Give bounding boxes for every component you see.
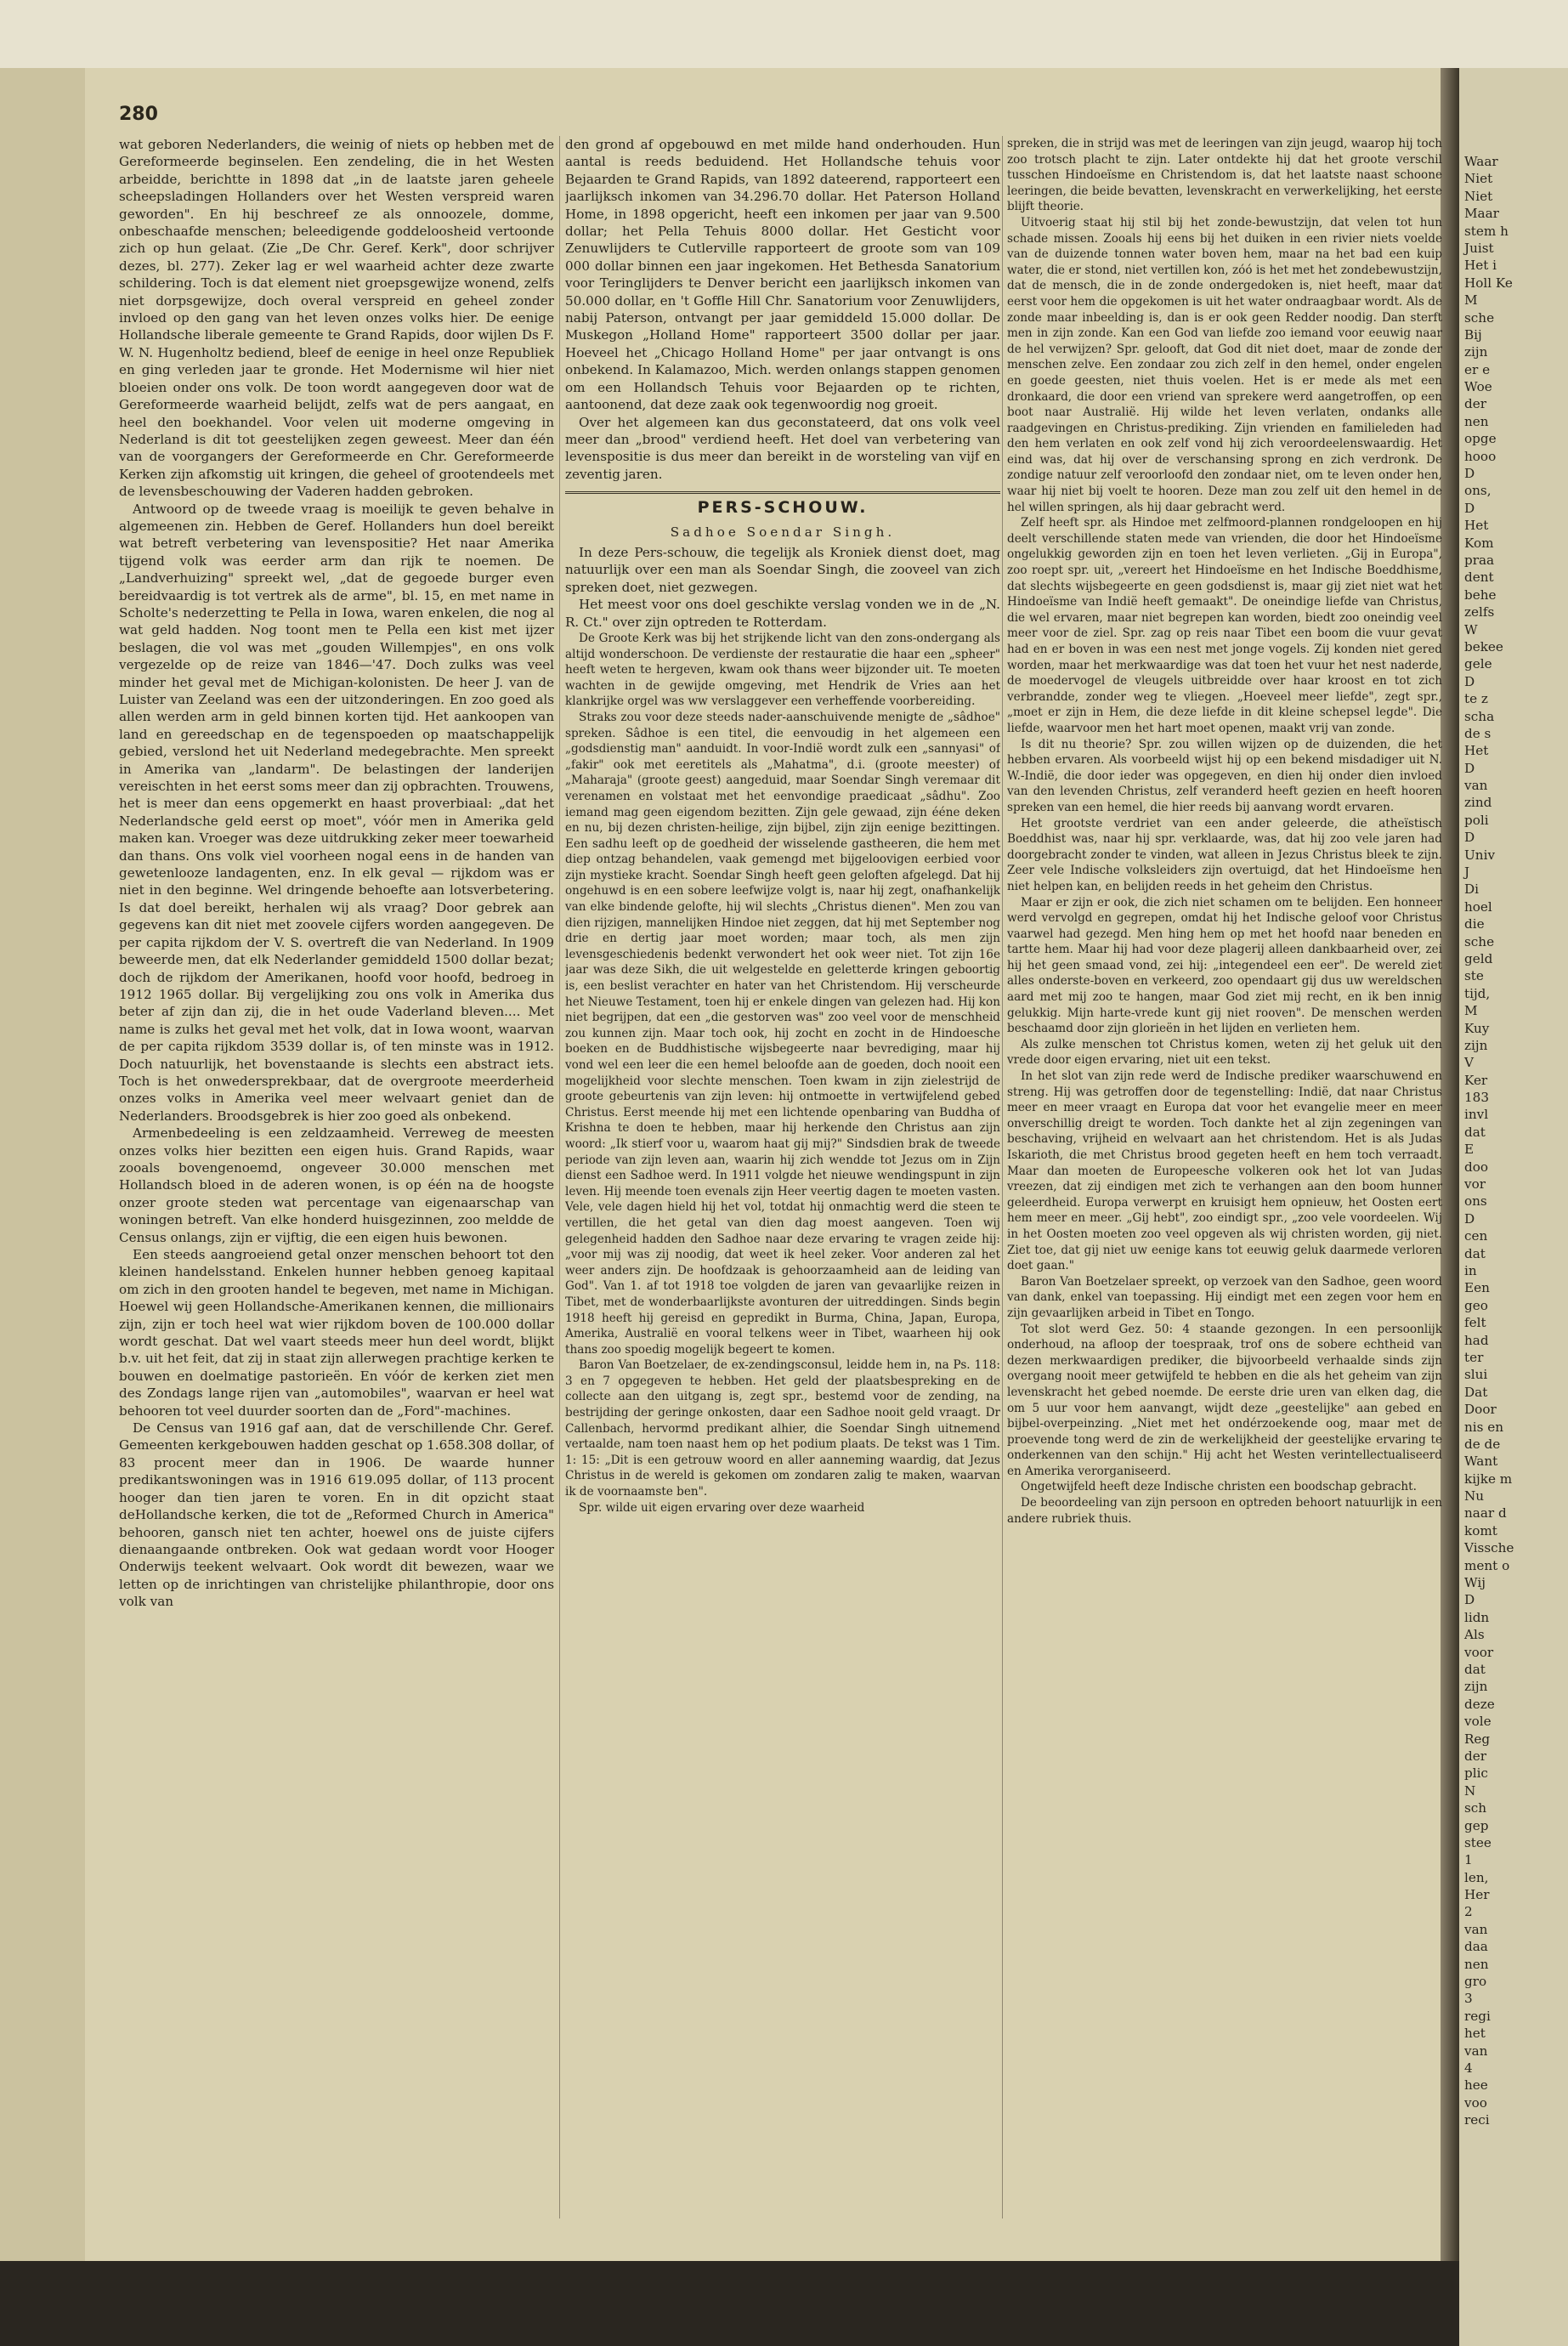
fragment-line: in xyxy=(1464,1263,1477,1278)
paragraph: De beoordeeling van zijn persoon en optreden behoort natuurlijk in een andere rubriek thuis. xyxy=(1007,1496,1442,1526)
fragment-line: D xyxy=(1464,760,1475,776)
fragment-line: komt xyxy=(1464,1522,1497,1538)
fragment-line: hooo xyxy=(1464,448,1497,464)
fragment-line: de s xyxy=(1464,725,1492,741)
paragraph: wat geboren Nederlanders, die weinig of niets op hebben met de Gereformeerde beginselen. Een zendeling, die in het Westen arbeidde, berichtte in 1898 dat „in de laatste jaren geheele scheepsladingen Hollanders over het Westen verspreid waren geworden". En hij beschreef ze als onnoozele, domme, onbeschaafde menschen; beleedigende goddeloosheid vertoonde zich op hun gelaat. (Zie „De Chr. Geref. Kerk", door schrijver dezes, bl. 277). Zeker lag er wel waarheid achter deze zwarte schildering. Toch is dat element niet groepsgewijze wonend, zelfs niet dorpsgewijze, doch overal verspreid en geheel zonder invloed op den gang van het leven onzes volks hier. De eenige Hollandsche liberale gemeente te Grand Rapids, door wijlen Ds F. W. N. Hugenholtz bediend, bleef de eenige in heel onze Republiek en ging verleden jaar te gronde. Het Modernisme wil hier niet bloeien onder ons volk. De toon wordt aangegeven door wat de Gereformeerde waarheid belijdt, zelfs wat de pers aangaat, en heel den boekhandel. Voor velen uit moderne omgeving in Nederland is dit tot geestelijken zegen geweest. Meer dan één van de voorgangers der Gereformeerde en Chr. Gereformeerde Kerken zijn afkomstig uit kringen, die geheel of grootendeels met de levensbeschouwing der Vaderen hadden gebroken. xyxy=(119,137,554,500)
fragment-line: reci xyxy=(1464,2112,1490,2128)
paragraph: In deze Pers-schouw, die tegelijk als Kroniek dienst doet, mag natuurlijk over een man als Soendar Singh, die zooveel van zich spreken doet, niet gezwegen. xyxy=(565,544,1000,595)
fragment-line: Niet xyxy=(1464,188,1493,204)
fragment-line: W xyxy=(1464,621,1478,638)
fragment-line: die xyxy=(1464,916,1485,932)
fragment-line: tijd, xyxy=(1464,985,1491,1001)
fragment-line: Een xyxy=(1464,1280,1490,1296)
quoted-paragraph: Spr. wilde uit eigen ervaring over deze waarheid xyxy=(579,1500,865,1515)
fragment-line: ste xyxy=(1464,968,1484,984)
fragment-line: der xyxy=(1464,1748,1486,1764)
fragment-line: er e xyxy=(1464,361,1491,377)
fragment-line: het xyxy=(1464,2026,1486,2042)
fragment-line: 1 xyxy=(1464,1852,1473,1868)
fragment-line: Kuy xyxy=(1464,1020,1490,1036)
fragment-line: N xyxy=(1464,1782,1476,1799)
fragment-line: scha xyxy=(1464,708,1495,724)
paragraph: Ongetwijfeld heeft deze Indische christen een boodschap gebracht. xyxy=(1021,1480,1417,1494)
fragment-line: 183 xyxy=(1464,1090,1489,1106)
fragment-line: Wij xyxy=(1464,1575,1486,1591)
fragment-line: 4 xyxy=(1464,2060,1473,2076)
fragment-line: sch xyxy=(1464,1800,1487,1816)
fragment-line: Univ xyxy=(1464,847,1496,863)
fragment-line: D xyxy=(1464,466,1475,482)
fragment-line: Niet xyxy=(1464,171,1493,187)
paragraph: Antwoord op de tweede vraag is moeilijk te geven behalve in algemeenen zin. Hebben de Geref. Hollanders hun doel bereikt wat betreft verbetering van levenspositie? Het naar Amerika tijgend volk was eerder arm dan rijk te noemen. De „Landverhuizing" spreekt wel, „dat de gegoede burger even bereidvaardig is tot vertrek als de arme", bl. 15, en met name in Scholte's nederzetting te Pella in Iowa, waren enkelen, die nog al wat geld hadden. Nog toont men te Pella een kist met ijzer beslagen, die vol was met „gouden Willempjes", en ons volk vergezelde op de reize van 1846—'47. Doch zulks was veel minder het geval met de Michigan-kolonisten. De heer J. van de Luister van Zeeland was een der uitzonderingen. En zoo goed als allen werden arm in geld binnen korten tijd. Het aankoopen van land en gereedschap en de tegenspoeden op maatschappelijk gebied, verslond het uit Nederland medegebrachte. Men spreekt in Amerika van „landarm". De belastingen der landerijen vereischten in het eerst soms meer dan zij opbrachten. Trouwens, het is meer dan eens opgemerkt en haast proverbiaal: „dat het Nederlandsche geld eerst op moet", vóór men in Amerika geld maken kan. Vroeger was deze uitdrukking zeker meer toewarheid dan thans. Ons volk viel voorheen nogal eens in de handen van gewetenlooze landagenten, enz. In elk geval — rijkdom was er niet in den beginne. Wel dringende behoefte aan lotsverbetering. Is dat doel bereikt, herhalen wij als vraag? Door gebrek aan gegevens kan dit niet met zoovele cijfers worden aangegeven. De per capita rijkdom der V. S. overtreft die van Nederland. In 1909 beweerde men, dat elk Nederlander gemiddeld 1500 dollar bezat; doch de rijkdom der Amerikanen, hoofd voor hoofd, bedroeg in 1912 1965 dollar. Bij vergelijking zou ons volk in Amerika dus beter af zijn dan zij, die in het oude Vaderland bleven.... Met name is zulks het geval met het volk, dat in Iowa woont, waarvan de per capita rijkdom 3539 dollar is, of ten minste was in 1912. Doch natuurlijk, het bovenstaande is slechts een abstract iets. Toch is het onwedersprekbaar, dat de overgroote meerderheid onzes volks in Amerika veel meer welvaart geniet dan de Nederlanders. Broodsgebrek is hier zoo goed als onbekend. xyxy=(119,501,554,1124)
fragment-line: Het xyxy=(1464,743,1489,759)
fragment-line: te z xyxy=(1464,691,1488,707)
fragment-line: zijn xyxy=(1464,1037,1488,1053)
fragment-line: Het i xyxy=(1464,258,1497,274)
fragment-line: cen xyxy=(1464,1228,1488,1244)
fragment-line: dat xyxy=(1464,1124,1486,1140)
fragment-line: stem h xyxy=(1464,223,1509,239)
fragment-line: Holl Ke xyxy=(1464,275,1513,291)
quoted-paragraph: De Groote Kerk was bij het strijkende licht van den zons-ondergang als altijd wonderschoon. De verdienste der restauratie die haar een „spheer" heeft weten te hergeven, kwam ook thans weer bijzonder uit. Te moeten wachten in de gewijde omgeving, met Hendrik de Vries aan het klankrijke orgel was ww verslaggever een verheffende voorbereiding. xyxy=(565,631,1000,709)
fragment-line: Als xyxy=(1464,1627,1485,1643)
paragraph: Het grootste verdriet van een ander geleerde, die atheïstisch Boeddhist was, naar hij spr. verklaarde, was, dat hij zoo vele jaren had doorgebracht zonder te vinden, wat alleen in Jezus Christus bleek te zijn. Zeer vele Indische volksleiders zijn overtuigd, dat het Hindoeïsme hen niet helpen kan, en belijden reeds in het geheim den Christus. xyxy=(1007,816,1442,893)
paragraph: Het meest voor ons doel geschikte verslag vonden we in de „N. R. Ct." over zijn optreden te Rotterdam. xyxy=(565,597,1000,630)
fragment-line: Waar xyxy=(1464,154,1498,169)
fragment-line: praa xyxy=(1464,552,1495,568)
adjacent-page-edge xyxy=(1459,68,1568,2346)
fragment-line: Vissche xyxy=(1464,1540,1514,1556)
fragment-line: nen xyxy=(1464,1956,1489,1972)
fragment-line: voor xyxy=(1464,1644,1494,1660)
fragment-line: doo xyxy=(1464,1159,1489,1175)
fragment-line: lidn xyxy=(1464,1609,1490,1625)
fragment-line: Nu xyxy=(1464,1488,1485,1504)
quoted-paragraph: Straks zou voor deze steeds nader-aanschuivende menigte de „sâdhoe" spreken. Sâdhoe is een titel, die eenvoudig in het algemeen een „godsdienstig man" aanduidt. In voor-Indië wordt zulk een „sannyasi" of „fakir" ook met eeretitels als „Mahatma", d.i. (groote meester) of „Maharaja" (groote geest) aangeduid, maar Soendar Singh veremaar dit verenamen en volstaat met het eenvondige praedicaat „sâdhu". Zoo iemand mag geen eigendom bezitten. Zijn gele gewaad, zijn ééne deken en nu, bij dezen christen-heilige, zijn bijbel, zijn zijn eenige bezittingen. Een sadhu leeft op de goedheid der wisselende gastheeren, die hem met diep ontzag behandelen, vaak gemengd met bijgeloovigen eerbied voor zijn mystieke kracht. Soendar Singh heeft geen geloften afgelegd. Dat hij ongehuwd is en een sobere leefwijze volgt is, naar hij zegt, onafhankelijk van elke bindende gelofte, hij wil slechts „Christus dienen". Men zou van dien rijzigen, mannelijken Hindoe niet zeggen, dat hij met September nog drie en dertig jaar moet worden; maar toch, als men zijn levensgeschiedenis bedenkt verwondert het ook weer niet. Tot zijn 16e jaar was deze Sikh, die uit welgestelde en geletterde kringen geboortig is, een beslist verachter en hater van het Christendom. Hij verscheurde het Nieuwe Testament, toen hij er enkele dingen van gelezen had. Hij kon niet begrijpen, dat een „die gestorven was" zoo veel voor de menschheid zou kunnen zijn. Maar toch ook, hij zocht en zocht in de Hindoesche boeken en de Buddhistische wijsbegeerte naar bevrediging, maar hij vond wel een leer die een hemel beloofde aan de goeden, doch nooit een mogelijkheid voor slechte menschen. Toen kwam in zijn zielestrijd de groote gebeurtenis van zijn leven: hij ontmoette in vertwijfelend gebed Christus. Eerst meende hij met een lichtende openbaring van Buddha of Krishna te doen te hebben, maar hij herkende den Christus aan zijn woord: „Ik stierf voor u, waarom haat gij mij?" Sindsdien brak de tweede periode van zijn leven aan, waarin hij zich wendde tot Jezus om in Zijn dienst een Sadhoe werd. In 1911 volgde het nieuwe wendingspunt in zijn leven. Hij meende toen evenals zijn Heer veertig dagen te moeten vasten. Vele, vele dagen hield hij het vol, totdat hij onmachtig werd die steen te vertillen, die het getal van dien dag moest aangeven. Toen wij gelegenheid hadden den Sadhoe naar deze ervaring te vragen zeide hij: „voor mij was zij noodig, dat weet ik heel zeker. Voor anderen zal het weer anders zijn. De hoofdzaak is gehoorzaamheid aan de leiding van God". Van 1. af tot 1918 toe volgden de jaren van gevaarlijke reizen in Tibet, met de wonderbaarlijkste avonturen der uitreddingen. Sinds begin 1918 heeft hij gereisd en gepredikt in Burma, China, Japan, Europa, Amerika, Australië en vooral telkens weer in Tibet, waarheen hij ook thans zoo spoedig mogelijk begeert te komen. xyxy=(565,710,1000,1357)
fragment-line: gele xyxy=(1464,656,1492,672)
paragraph: Uitvoerig staat hij stil bij het zonde-bewustzijn, dat velen tot hun schade missen. Zooals hij eens bij het duiken in een rivier niets voelde van de duizende tonnen water boven hem, maar na het bad een kuip water, die er stond, niet vertillen kon, zóó is het met het zondebewustzijn, dat de mensch, die in de zonde ondergedoken is, niet heeft, maar dat eerst voor hem die opgekomen is uit het water ondraagbaar wordt. Als de zonde maar inbeelding is, dan is er ook geen Redder noodig. Dan sterft men in zijn zonde. Kan een God van liefde zoo iemand voor eeuwig naar de hel verwijzen? Spr. gelooft, dat God dit niet doet, maar de zonde der menschen zelve. Een zondaar zou zich zelf in den hemel, onder engelen en goede geesten, niet thuis voelen. Het is er mede als met een dronkaard, die door een vriend van sprekere werd aangetroffen, op een boot naar Australië. Hij wilde het leven verlaten, ondanks alle raadgevingen en Christus-prediking. Zijn vrienden en familieleden had den hem verlaten en ook zelf vond hij zich veroordeelenswaardig. Het eind was, dat hij over de verschansing sprong en zich verdronk. De zondige natuur zelf veroorloofd den zondaar niet, om te leven onder hen, waar hij niet bij voelt te hooren. Deze man zou zelf uit den hemel in de hel willen springen, als hij daar gebracht werd. xyxy=(1007,215,1442,514)
fragment-line: plic xyxy=(1464,1765,1488,1782)
fragment-line: V xyxy=(1464,1055,1474,1071)
fragment-line: Reg xyxy=(1464,1731,1491,1747)
fragment-line: zijn xyxy=(1464,1679,1488,1695)
fragment-line: Ker xyxy=(1464,1072,1488,1088)
column-rule xyxy=(1002,136,1003,2218)
fragment-line: nen xyxy=(1464,413,1489,429)
fragment-line: regi xyxy=(1464,2008,1491,2024)
fragment-line: van xyxy=(1464,778,1488,794)
fragment-line: gro xyxy=(1464,1974,1487,1990)
paragraph: Tot slot werd Gez. 50: 4 staande gezongen. In een persoonlijk onderhoud, na afloop der toespraak, trof ons de sobere echtheid van dezen merkwaardigen prediker, die bijvoorbeeld verhaalde sinds zijn overgang nooit meer getwijfeld te hebben en die als het geheim van zijn levenskracht het gebed noemde. De eerste drie uren van elken dag, die om 5 uur voor hem aanvangt, wijdt deze „geestelijke" aan gebed en bijbel-overpeinzing. „Niet met het ondérzoekende oog, maar met de proevende tong werd de zin de werkelijkheid der geestelijke ervaring te onderkennen van den schijn." Hij acht het Westen verintellectualiseerd en Amerika verorganiseerd. xyxy=(1007,1322,1442,1478)
fragment-line: poli xyxy=(1464,812,1489,828)
fragment-line: ons, xyxy=(1464,483,1492,499)
fragment-line: zind xyxy=(1464,795,1492,811)
paragraph: In het slot van zijn rede werd de Indische prediker waarschuwend en streng. Hij was getroffen door de tegenstelling: Indië, dat naar Christus meer en meer vraagt en Europa dat voor het evangelie meer en meer onverschillig dreigt te worden. Toch dankte het al zijn zegeningen van beschaving, vrijheid en welvaart aan het christendom. Het is als Judas Iskarioth, die met Christus brood gegeten heeft en hem toch verraadt. Maar dan moeten de Europeesche volkeren ook het lot van Judas vreezen, dat zij eindigen met zich te verhangen aan den boom hunner geleerdheid. Europa verwerpt en kruisigt hem opnieuw, het Oosten eert hem meer en meer. „Gij hebt", zoo eindigt spr., „zoo vele voordeelen. Wij in het Oosten moeten zoo veel opgeven als wij christen worden, gij niet. Ziet toe, dat gij niet uw eenige kans tot eeuwig geluk daarmede verloren doet gaan." xyxy=(1007,1069,1442,1273)
fragment-line: van xyxy=(1464,1921,1488,1937)
fragment-line: daa xyxy=(1464,1939,1488,1955)
paragraph: Armenbedeeling is een zeldzaamheid. Verreweg de meesten onzes volks hier bezitten een eigen huis. Grand Rapids, waar zooals bovengenoemd, ongeveer 30.000 menschen met Hollandsch bloed in de aderen wonen, is op één na de hoogste onzer groote steden wat percentage van eigenaarschap van woningen betreft. Van elke honderd huisgezinnen, zoo meldde de Census onlangs, zijn er vijftig, die een eigen huis bewonen. xyxy=(119,1125,554,1245)
fragment-line: len, xyxy=(1464,1869,1489,1885)
fragment-line: naar d xyxy=(1464,1505,1507,1522)
fragment-line: invl xyxy=(1464,1107,1489,1123)
fragment-line: Her xyxy=(1464,1887,1490,1903)
article-column-2 xyxy=(565,136,1000,2227)
fragment-line: ment o xyxy=(1464,1557,1510,1573)
fragment-line: Dat xyxy=(1464,1384,1488,1400)
fragment-line: 2 xyxy=(1464,1904,1473,1920)
fragment-line: van xyxy=(1464,2043,1488,2059)
fragment-line: geo xyxy=(1464,1297,1488,1313)
fragment-line: ons xyxy=(1464,1193,1487,1210)
column-rule xyxy=(559,136,560,2218)
paragraph: Een steeds aangroeiend getal onzer menschen behoort tot den kleinen handelsstand. Enkelen hunner hebben genoeg kapitaal om zich in den grooten handel te begeven, met name in Michigan. Hoewel wij geen Hollandsche-Amerikanen kennen, die millionairs zijn, zijn er toch heel wat wier rijkdom boven de 100.000 dollar wordt geschat. Dat wel vaart steeds meer hun deel wordt, blijkt b.v. uit het feit, dat zij in staat zijn allerwegen prachtige kerken te bouwen en doelmatige pastorieën. En vóór de kerken ziet men des Zondags lange rijen van „automobiles", waarvan er heel wat behooren tot veel duurder soorten dan de „Ford"-machines. xyxy=(119,1247,554,1419)
fragment-line: slui xyxy=(1464,1367,1488,1383)
fragment-line: zijn xyxy=(1464,344,1488,360)
fragment-line: geld xyxy=(1464,950,1493,966)
fragment-line: Maar xyxy=(1464,206,1499,222)
fragment-line: Di xyxy=(1464,881,1480,898)
fragment-line: J xyxy=(1464,864,1470,881)
fragment-line: Woe xyxy=(1464,379,1492,395)
fragment-line: behe xyxy=(1464,586,1497,603)
paragraph: den grond af opgebouwd en met milde hand onderhouden. Hun aantal is reeds beduidend. Het Hollandsche tehuis voor Bejaarden te Grand Rapids, van 1892 dateerend, rapporteert een jaarlijksch inkomen van 34.296.70 dollar. Het Paterson Holland Home, in 1898 opgericht, heeft een inkomen per jaar van 9.500 dollar; het Pella Tehuis 8000 dollar. Het Gesticht voor Zenuwlijders te Cutlerville rapporteert de groote som van 109 000 dollar binnen een jaar ingekomen. Het Bethesda Sanatorium voor Teringlijders te Denver bericht een jaarlijksch inkomen van 50.000 dollar, en 't Goffle Hill Chr. Sanatorium voor Zenuwlijders, nabij Paterson, ontvangt per jaar gemiddeld 15.000 dollar. De Muskegon „Holland Home" rapporteert 3500 dollar per jaar. Hoeveel het „Chicago Holland Home" per jaar ontvangt is ons onbekend. In Kalamazoo, Mich. werden onlangs stappen genomen om een Hollandsch Tehuis voor Bejaarden op te richten, aantoonend, dat deze zaak ook tegenwoordig nog groeit. xyxy=(565,137,1000,413)
fragment-line: Kom xyxy=(1464,535,1494,551)
fragment-line: dat xyxy=(1464,1245,1486,1261)
fragment-line: 3 xyxy=(1464,1991,1473,2007)
fragment-line: Want xyxy=(1464,1454,1498,1470)
paragraph: Over het algemeen kan dus geconstateerd, dat ons volk veel meer dan „brood" verdiend heeft. Het doel van verbetering van levenspositie is dus meer dan bereikt in de worsteling van vijf en zeventig jaren. xyxy=(565,414,1000,482)
page-gutter xyxy=(1441,68,1459,2261)
left-margin xyxy=(0,68,85,2261)
fragment-line: M xyxy=(1464,1003,1478,1019)
paragraph: Is dit nu theorie? Spr. zou willen wijzen op de duizenden, die het hebben ervaren. Als voorbeeld wijst hij op een bekend misdadiger uit N. W.-Indië, die door ieder was opgegeven, en dien hij onder dien invloed van den levenden Christus, zelf veranderd heeft gezien en heeft hooren spreken van een hemel, die hier reeds bij aanvang wordt ervaren. xyxy=(1007,737,1442,814)
fragment-line: zelfs xyxy=(1464,604,1495,620)
fragment-line: sche xyxy=(1464,933,1495,949)
fragment-line: Het xyxy=(1464,518,1489,534)
fragment-line: D xyxy=(1464,1592,1475,1608)
fragment-line: bekee xyxy=(1464,638,1503,654)
fragment-line: nis en xyxy=(1464,1419,1504,1435)
fragment-line: felt xyxy=(1464,1315,1486,1331)
paragraph: Baron Van Boetzelaer spreekt, op verzoek van den Sadhoe, geen woord van dank, enkel van toepassing. Hij eindigt met een zegen voor hem en zijn gevaarlijken arbeid in Tibet en Tongo. xyxy=(1007,1274,1442,1320)
fragment-line: dat xyxy=(1464,1661,1486,1677)
quoted-paragraph: Baron Van Boetzelaer, de ex-zendingsconsul, leidde hem in, na Ps. 118: 3 en 7 opgegeven te hebben. Het geld der plaatsbespreking en de collecte aan den uitgang is, zegt spr., bestemd voor de zending, na bestrijding der geringe onkosten, daar een Sadhoe nooit geld vraagt. Dr Callenbach, hervormd predikant alhier, die Soendar Singh uitnemend vertaalde, nam toen naast hem op het podium plaats. De tekst was 1 Tim. 1: 15: „Dit is een getrouw woord en aller aanneming waardig, dat Jezus Christus in de wereld is gekomen om zondaren zalig te maken, waarvan ik de voornaamste ben". xyxy=(565,1358,1000,1499)
fragment-line: vor xyxy=(1464,1176,1486,1193)
fragment-line: D xyxy=(1464,830,1475,846)
section-title: PERS-SCHOUW. xyxy=(697,498,869,518)
fragment-line: deze xyxy=(1464,1696,1495,1712)
paragraph: De Census van 1916 gaf aan, dat de verschillende Chr. Geref. Gemeenten kerkgebouwen hadden geschat op 1.658.308 dollar, of 83 procent meer dan in 1906. De waarde hunner predikantswoningen was in 1916 619.095 dollar, of 113 procent hooger dan tien jaren te voren. En in dit opzicht staat deHollandsche kerken, die tot de „Reformed Church in America" behooren, gansch niet ten achter, hoewel ons de juiste cijfers dienaangaande ontbreken. Ook wat gedaan wordt voor Hooger Onderwijs teekent welvaart. Ook wordt dit bewezen, waar we letten op de inrichtingen van christelijke philanthropie, door ons volk van xyxy=(119,1420,554,1610)
fragment-line: voo xyxy=(1464,2094,1487,2111)
fragment-line: gep xyxy=(1464,1817,1489,1833)
article-column-1 xyxy=(119,136,554,2227)
fragment-line: ter xyxy=(1464,1349,1484,1365)
fragment-line: D xyxy=(1464,673,1475,689)
fragment-line: Door xyxy=(1464,1402,1497,1418)
fragment-line: dent xyxy=(1464,570,1494,586)
fragment-line: stee xyxy=(1464,1834,1492,1850)
fragment-line: der xyxy=(1464,396,1486,412)
fragment-line: D xyxy=(1464,500,1475,516)
article-column-3 xyxy=(1007,136,1442,2227)
page-number: 280 xyxy=(119,104,158,125)
fragment-line: sche xyxy=(1464,309,1495,326)
fragment-line: had xyxy=(1464,1332,1489,1348)
paragraph: Als zulke menschen tot Christus komen, weten zij het geluk uit den vrede door eigen ervaring, niet uit een tekst. xyxy=(1007,1037,1442,1068)
fragment-line: vole xyxy=(1464,1714,1492,1730)
fragment-line: M xyxy=(1464,292,1478,309)
fragment-line: de de xyxy=(1464,1436,1501,1452)
fragment-line: hoel xyxy=(1464,898,1492,915)
fragment-line: kijke m xyxy=(1464,1470,1513,1487)
fragment-line: D xyxy=(1464,1210,1475,1227)
top-margin xyxy=(0,0,1568,68)
fragment-line: hee xyxy=(1464,2077,1488,2094)
fragment-line: opge xyxy=(1464,431,1497,447)
article-byline: Sadhoe Soendar Singh. xyxy=(670,524,896,540)
section-divider xyxy=(565,491,1000,494)
fragment-line: E xyxy=(1464,1142,1475,1158)
fragment-line: Bij xyxy=(1464,326,1482,343)
fragment-line: Juist xyxy=(1464,240,1494,256)
paragraph: Zelf heeft spr. als Hindoe met zelfmoord-plannen rondgeloopen en hij deelt verschillende staten mede van vrienden, die door het Hindoeïsme ongelukkig geworden zijn en toen het leven verlieten. „Gij in Europa", zoo roept spr. uit, „vereert het Hindoeïsme en het Indische Boeddhisme, dat slechts wijsbegeerte en geen godsdienst is, maar gij ziet niet wat het Hindoeïsme van Indië heeft gemaakt". De oneindige liefde van Christus, die wel ervaren, maar niet begrepen kan worden, biedt zoo oneindig veel meer voor de ziel. Spr. zag op reis naar Tibet een boom die vuur gevat had en er boven in was een nest met jonge vogels. Zij konden niet gered worden, maar het merkwaardige was dat toen het vuur het nest naderde, de moedervogel de vleugels uitbreidde over haar kroost en tot zich verbrandde, zonder weg te vliegen. „Hoeveel meer liefde", zegt spr., „moet er zijn in Hem, die deze liefde in dit kleine schepsel legde". Die liefde, waarvoor men het hart moet openen, maakt vrij van zonde. xyxy=(1007,516,1442,735)
paragraph: Maar er zijn er ook, die zich niet schamen om te belijden. Een honneer werd vervolgd en gegrepen, omdat hij het Indische geloof voor Christus vaarwel had gezegd. Men hing hem op met het hoofd naar beneden en tartte hem. Maar hij had voor deze plagerij alleen dankbaarheid over, zei hij het geen smaad vond, zei hij: „integendeel een eer". De wereld ziet alles onderste-boven en verkeerd, zoo opendaart gij dus uw wereldschen aard met mij zoo te hangen, maar God ziet mij recht, en ik ben innig gelukkig. Mijn harte-vrede kunt gij niet rooven". De menschen werden beschaamd door zijn glorieën in het lijden en verlieten hem. xyxy=(1007,895,1442,1036)
paragraph: spreken, die in strijd was met de leeringen van zijn jeugd, waarop hij toch zoo trotsch placht te zijn. Later ontdekte hij dat het groote verschil tusschen Hindoeïsme en Christendom is, dat het laatste naast schoone leeringen, die beide bevatten, levenskracht en verwerkelijking, het eerste blijft theorie. xyxy=(1007,137,1442,214)
